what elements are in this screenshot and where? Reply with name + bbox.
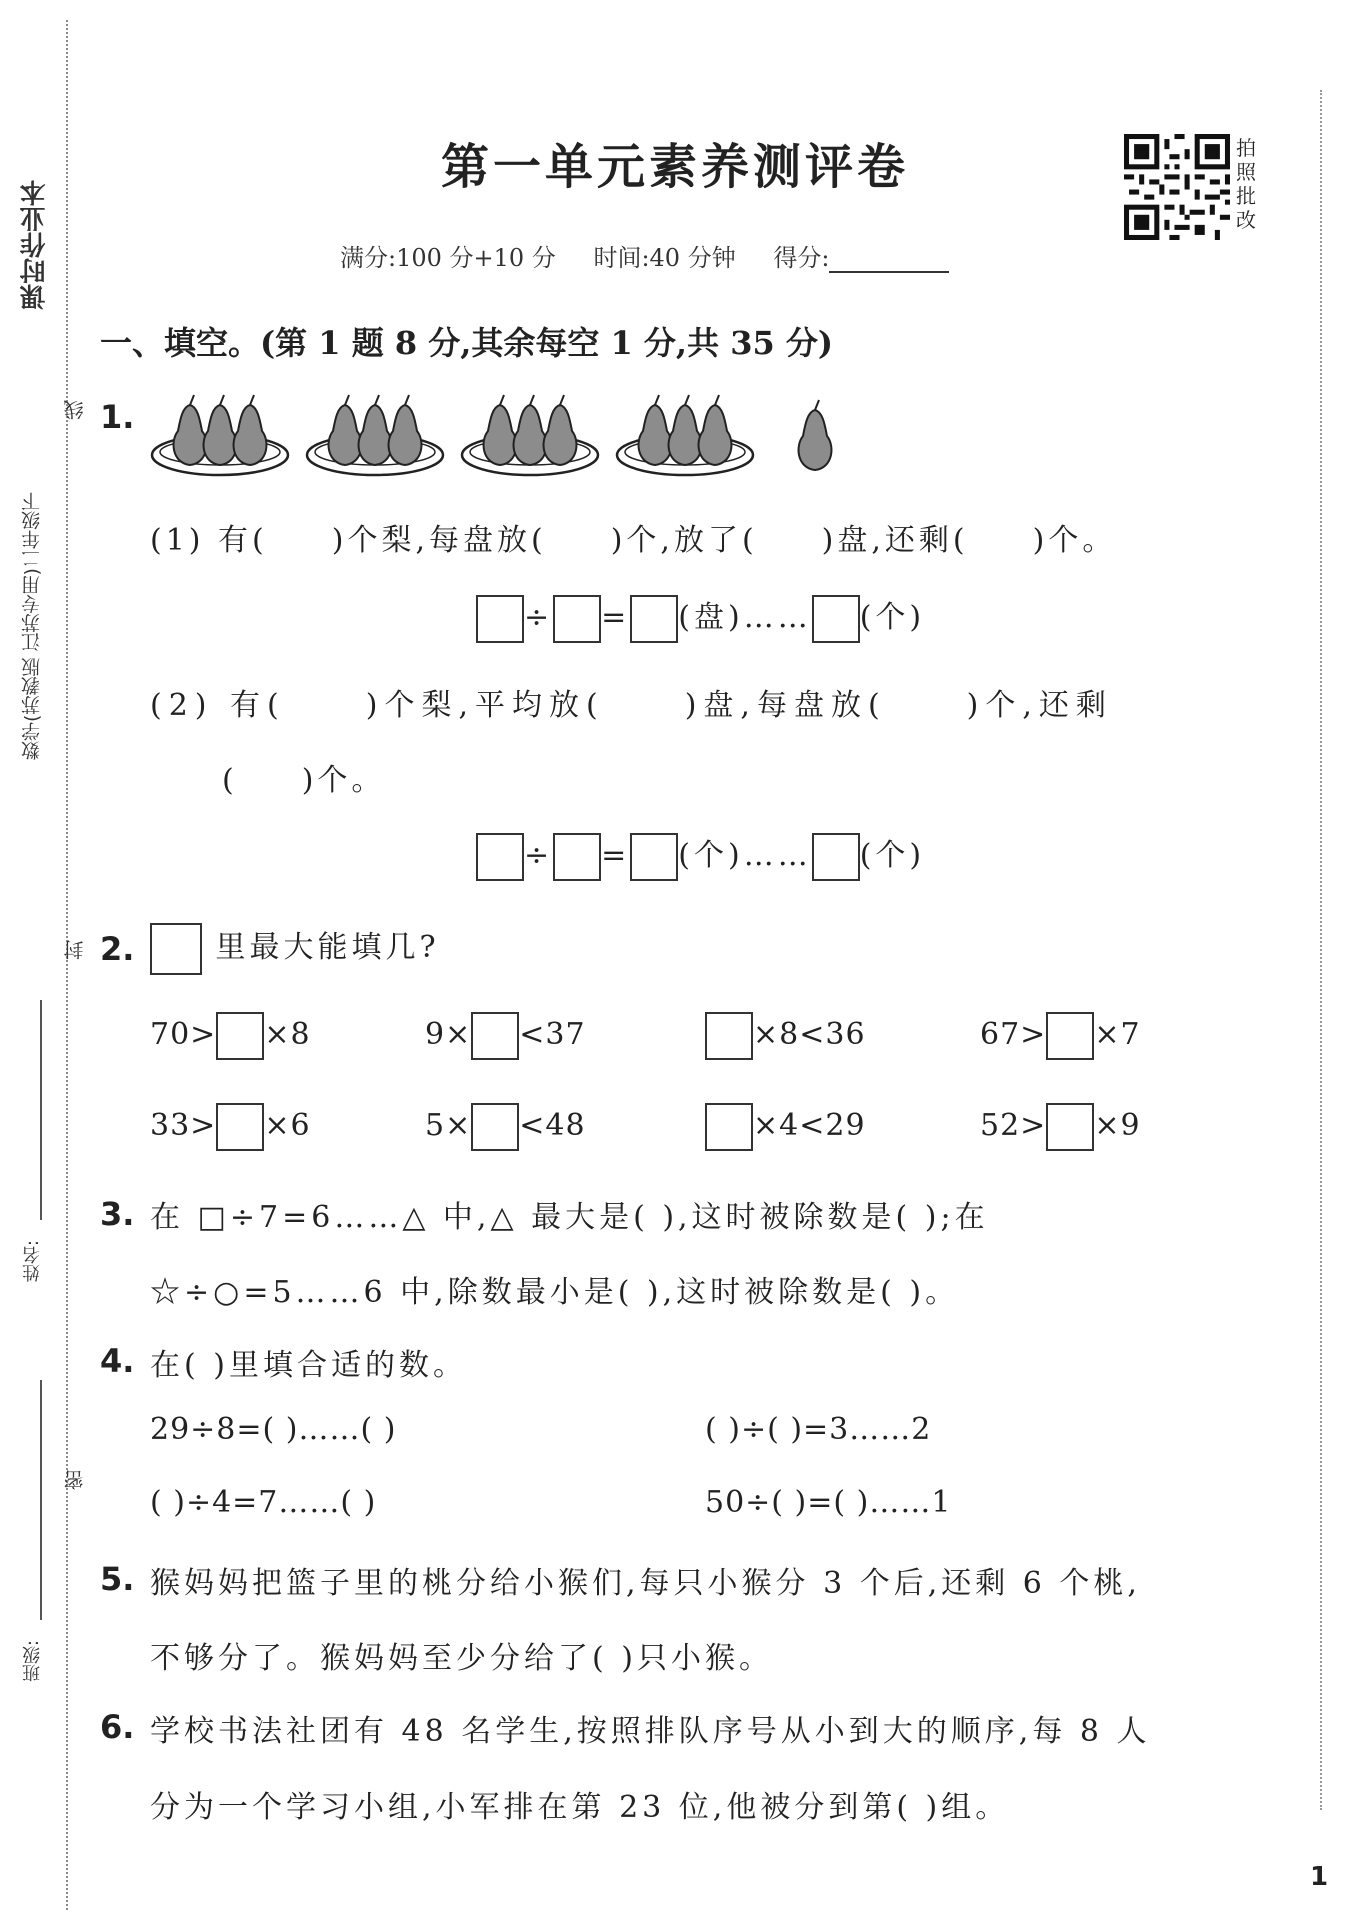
- page-edge-line: [1320, 90, 1322, 1810]
- q1-part2-cont: ( )个。: [222, 763, 386, 798]
- side-seal-char: 封: [63, 940, 87, 960]
- qr-label: 拍 照 批 改: [1236, 136, 1256, 232]
- time-limit: 时间:40 分钟: [593, 244, 736, 272]
- q4-eq2: ( )÷( )=3……2: [705, 1412, 932, 1447]
- score-info: [340, 238, 949, 273]
- q2-item: ×8<36: [705, 1012, 866, 1060]
- q2-number: 2.: [100, 930, 135, 968]
- answer-box[interactable]: [630, 833, 678, 881]
- answer-box[interactable]: [812, 833, 860, 881]
- side-seal2-char: 密: [63, 1470, 87, 1490]
- q2-item: 70> ×8: [150, 1012, 311, 1060]
- name-blank[interactable]: [40, 1000, 42, 1220]
- answer-box[interactable]: [216, 1103, 264, 1151]
- answer-box: [150, 923, 202, 975]
- q2-prompt: 里最大能填几?: [150, 922, 440, 975]
- side-line-char: 线: [63, 400, 87, 420]
- q3-line2: ☆÷○=5……6 中,除数最小是( ),这时被除数是( )。: [150, 1275, 960, 1310]
- page-number: 1: [1310, 1862, 1329, 1892]
- page-title: 第一单元素养测评卷: [440, 139, 909, 195]
- answer-box[interactable]: [476, 833, 524, 881]
- answer-box[interactable]: [812, 595, 860, 643]
- q2-item: 52> ×9: [980, 1103, 1141, 1151]
- name-label: 姓名:: [22, 1240, 43, 1283]
- q6-line2: 分为一个学习小组,小军排在第 23 位,他被分到第( )组。: [150, 1790, 1010, 1825]
- pear-plate-icon: [152, 395, 288, 475]
- q4-prompt: 在( )里填合适的数。: [150, 1348, 467, 1383]
- q2-item: ×4<29: [705, 1103, 866, 1151]
- q6-line1: 学校书法社团有 48 名学生,按照排队序号从小到大的顺序,每 8 人: [150, 1714, 1151, 1749]
- answer-box[interactable]: [630, 595, 678, 643]
- qr-code-icon[interactable]: [1124, 134, 1230, 240]
- q4-eq3: ( )÷4=7……( ): [150, 1485, 377, 1520]
- answer-box[interactable]: [1046, 1103, 1094, 1151]
- binding-dotted-line: [66, 20, 68, 1910]
- q6-number: 6.: [100, 1708, 135, 1746]
- answer-box[interactable]: [1046, 1012, 1094, 1060]
- full-score: 满分:100 分+10 分: [340, 244, 556, 272]
- q3-number: 3.: [100, 1195, 135, 1233]
- q5-line1: 猴妈妈把篮子里的桃分给小猴们,每只小猴分 3 个后,还剩 6 个桃,: [150, 1566, 1141, 1601]
- score-blank[interactable]: [829, 249, 949, 273]
- section-heading: 一、填空。(第 1 题 8 分,其余每空 1 分,共 35 分): [100, 324, 834, 362]
- q2-item: 9× <37: [425, 1012, 586, 1060]
- q2-item: 33> ×6: [150, 1103, 311, 1151]
- score-label: 得分:: [773, 244, 830, 272]
- q4-eq4: 50÷( )=( )……1: [705, 1485, 952, 1520]
- answer-box[interactable]: [471, 1012, 519, 1060]
- q5-number: 5.: [100, 1560, 135, 1598]
- q1-equation1: ÷ = (盘)…… (个): [476, 592, 925, 643]
- pear-illustration: [150, 385, 850, 485]
- answer-box[interactable]: [705, 1012, 753, 1060]
- q1-part2: (2) 有( )个梨,平均放( )盘,每盘放( )个,还剩: [150, 688, 1113, 723]
- side-brand: 课时作业本: [20, 180, 50, 310]
- answer-box[interactable]: [476, 595, 524, 643]
- q1-number: 1.: [100, 398, 135, 436]
- pear-plate-icon: [617, 395, 753, 475]
- answer-box[interactable]: [216, 1012, 264, 1060]
- answer-box[interactable]: [471, 1103, 519, 1151]
- q1-part1: (1) 有( )个梨,每盘放( )个,放了( )盘,还剩( )个。: [150, 523, 1117, 558]
- class-blank[interactable]: [40, 1380, 42, 1620]
- q4-eq1: 29÷8=( )……( ): [150, 1412, 397, 1447]
- q2-item: 5× <48: [425, 1103, 586, 1151]
- q1-equation2: ÷ = (个)…… (个): [476, 830, 925, 881]
- q4-number: 4.: [100, 1342, 135, 1380]
- answer-box[interactable]: [553, 595, 601, 643]
- q3-line1: 在 □÷7=6……△ 中,△ 最大是( ),这时被除数是( );在: [150, 1200, 989, 1235]
- answer-box[interactable]: [553, 833, 601, 881]
- side-subject: 数学(苏教版 江苏专用)二年级下: [21, 492, 43, 760]
- pear-plate-icon: [307, 395, 443, 475]
- answer-box[interactable]: [705, 1103, 753, 1151]
- single-pear-icon: [799, 400, 832, 470]
- q2-item: 67> ×7: [980, 1012, 1141, 1060]
- pear-plate-icon: [462, 395, 598, 475]
- q5-line2: 不够分了。猴妈妈至少分给了( )只小猴。: [150, 1641, 773, 1676]
- class-label: 班级:: [22, 1640, 43, 1683]
